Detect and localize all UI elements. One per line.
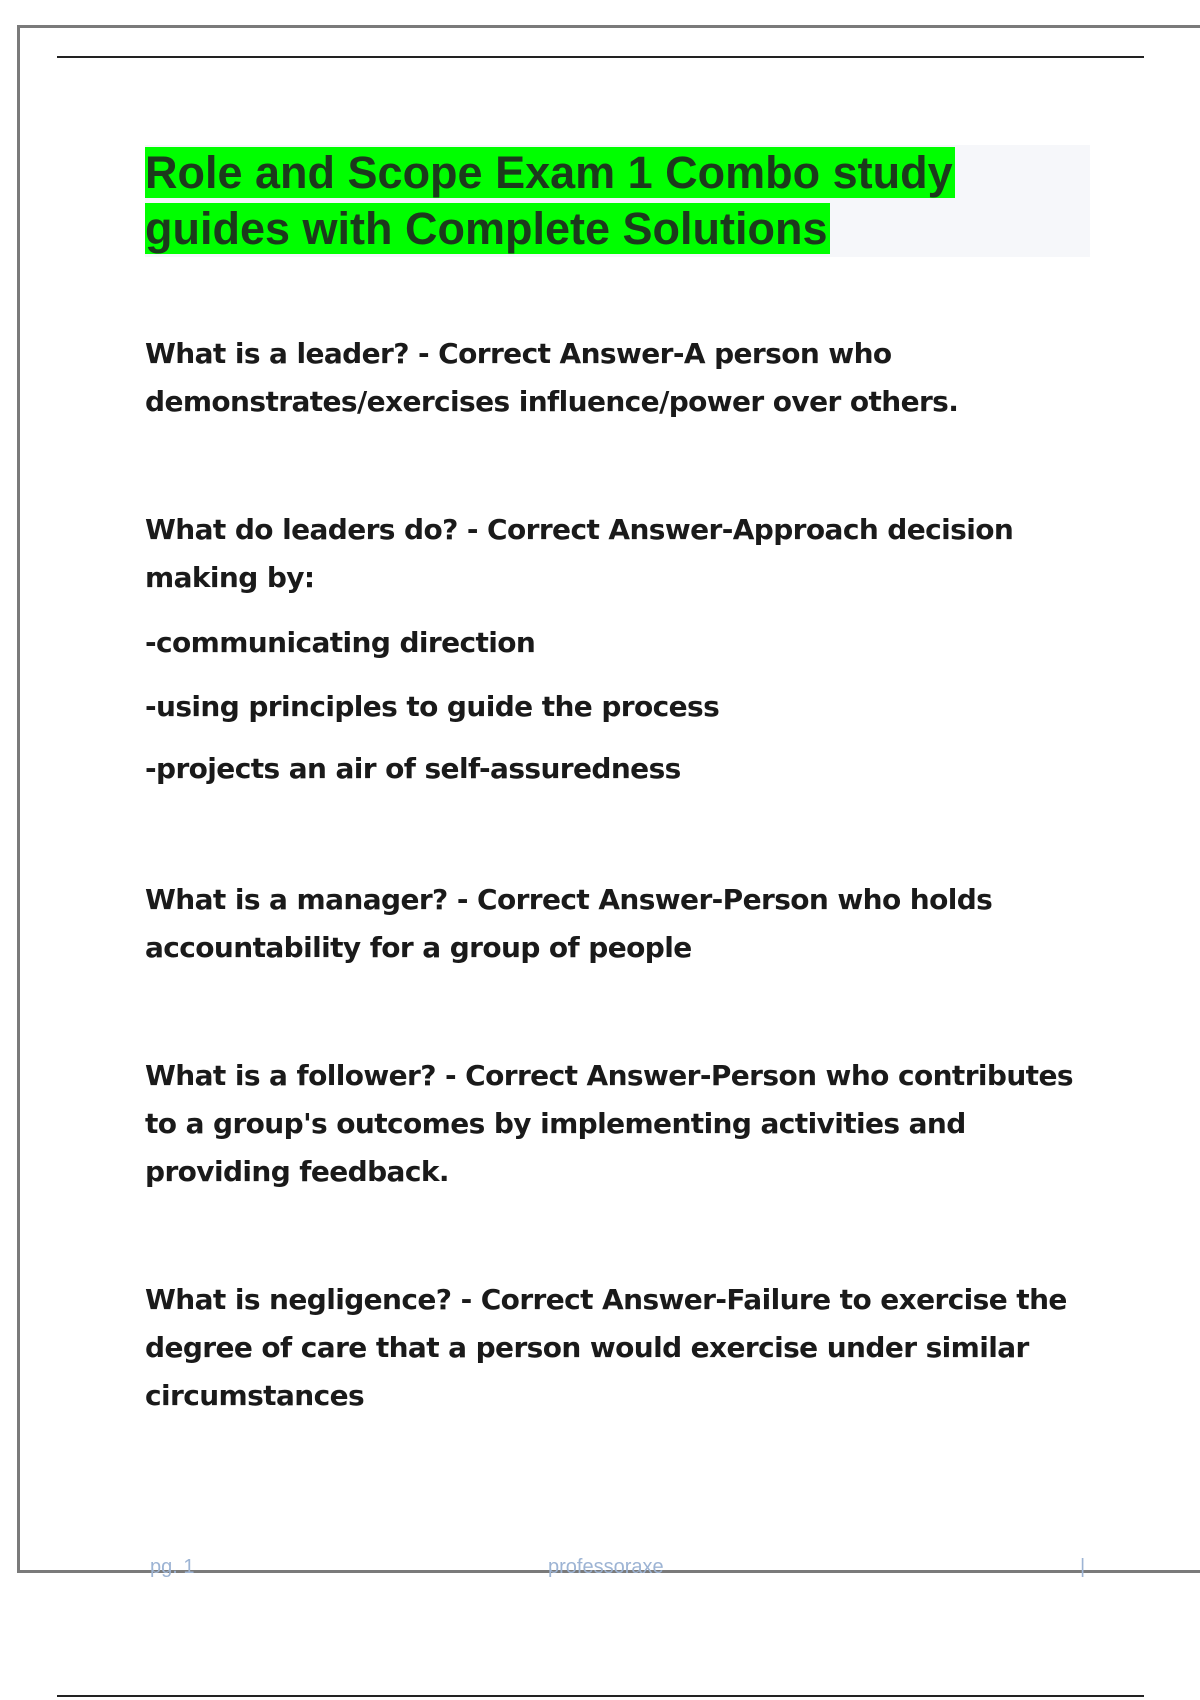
footer-marker: | <box>1080 1556 1086 1578</box>
footer-author: professoraxe <box>548 1556 664 1578</box>
bullet-item: -projects an air of self-assuredness <box>145 752 681 785</box>
document-title-text: Role and Scope Exam 1 Combo study guides with Complete Solutions <box>145 147 953 254</box>
footer-page-number: pg. 1 <box>150 1556 195 1578</box>
header-rule <box>57 56 1144 58</box>
qa-item-leader: What is a leader? - Correct Answer-A person who demonstrates/exercises influence/power over others. <box>145 337 959 418</box>
qa-item-follower: What is a follower? - Correct Answer-Person who contributes to a group's outcomes by implementing activities and providing feedback. <box>145 1059 1073 1188</box>
document-title <box>145 145 1090 257</box>
qa-item-manager: What is a manager? - Correct Answer-Person who holds accountability for a group of people <box>145 883 993 964</box>
bullet-item: -using principles to guide the process <box>145 690 720 723</box>
qa-item-leaders-do: What do leaders do? - Correct Answer-Approach decision making by: <box>145 513 1014 594</box>
bottom-rule <box>57 1695 1144 1697</box>
bullet-item: -communicating direction <box>145 626 536 659</box>
title-block <box>145 145 1090 257</box>
qa-item-negligence: What is negligence? - Correct Answer-Failure to exercise the degree of care that a person would exercise under similar circumstances <box>145 1283 1067 1412</box>
